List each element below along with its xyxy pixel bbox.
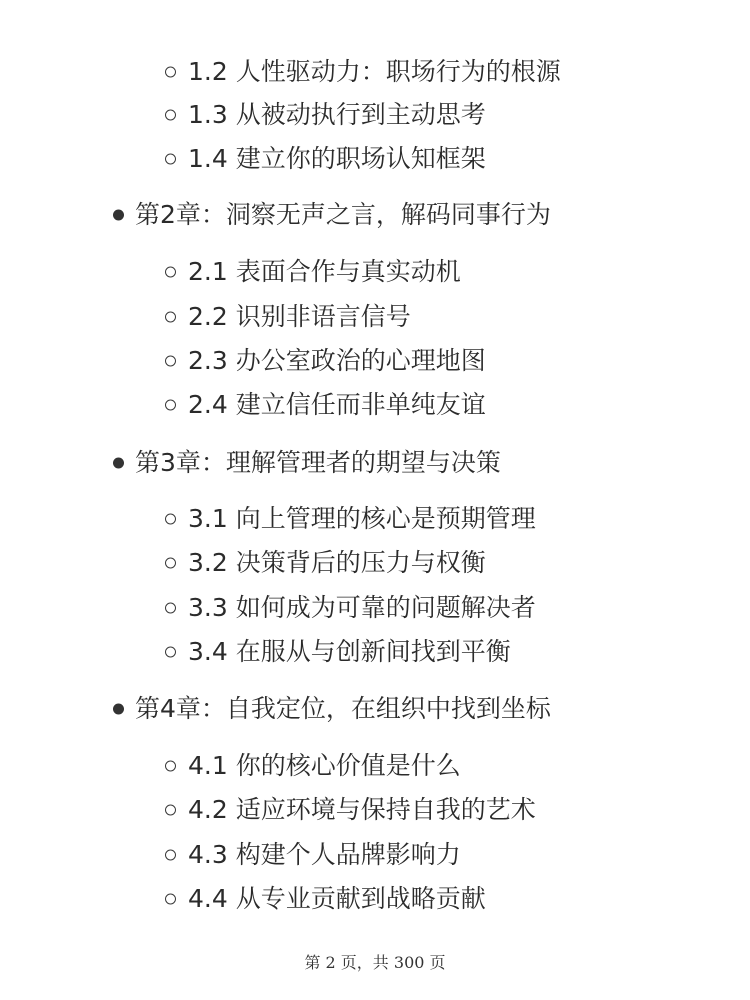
toc-section-item <box>188 499 536 539</box>
toc-item-text: 2.4 建立信任而非单纯友谊 <box>188 390 486 419</box>
toc-section-item <box>188 543 486 583</box>
filled-bullet-icon <box>113 704 124 715</box>
toc-item-text: 1.2 人性驱动力：职场行为的根源 <box>188 57 561 86</box>
toc-chapter-item <box>135 689 551 729</box>
hollow-bullet-icon <box>165 558 176 569</box>
hollow-bullet-icon <box>165 647 176 658</box>
toc-section-item <box>188 341 486 381</box>
hollow-bullet-icon <box>165 356 176 367</box>
toc-item-text: 4.3 构建个人品牌影响力 <box>188 840 461 869</box>
hollow-bullet-icon <box>165 603 176 614</box>
toc-item-text: 第3章：理解管理者的期望与决策 <box>135 448 501 477</box>
toc-section-item <box>188 790 536 830</box>
toc-item-text: 第4章：自我定位，在组织中找到坐标 <box>135 694 551 723</box>
hollow-bullet-icon <box>165 267 176 278</box>
toc-section-item <box>188 95 486 135</box>
toc-chapter-item <box>135 443 501 483</box>
toc-item-text: 3.3 如何成为可靠的问题解决者 <box>188 593 536 622</box>
toc-item-text: 3.2 决策背后的压力与权衡 <box>188 548 486 577</box>
toc-item-text: 第2章：洞察无声之言，解码同事行为 <box>135 200 551 229</box>
hollow-bullet-icon <box>165 400 176 411</box>
toc-section-item <box>188 139 486 179</box>
toc-section-item <box>188 252 461 292</box>
toc-item-text: 1.3 从被动执行到主动思考 <box>188 100 486 129</box>
toc-section-item <box>188 52 561 92</box>
toc-item-text: 3.4 在服从与创新间找到平衡 <box>188 637 511 666</box>
toc-item-text: 4.1 你的核心价值是什么 <box>188 751 461 780</box>
filled-bullet-icon <box>113 458 124 469</box>
hollow-bullet-icon <box>165 514 176 525</box>
toc-section-item <box>188 835 461 875</box>
hollow-bullet-icon <box>165 312 176 323</box>
toc-item-text: 4.2 适应环境与保持自我的艺术 <box>188 795 536 824</box>
toc-item-text: 4.4 从专业贡献到战略贡献 <box>188 884 486 913</box>
toc-item-text: 2.2 识别非语言信号 <box>188 302 411 331</box>
hollow-bullet-icon <box>165 67 176 78</box>
hollow-bullet-icon <box>165 110 176 121</box>
toc-chapter-item <box>135 195 551 235</box>
toc-item-text: 1.4 建立你的职场认知框架 <box>188 144 486 173</box>
hollow-bullet-icon <box>165 894 176 905</box>
hollow-bullet-icon <box>165 850 176 861</box>
filled-bullet-icon <box>113 210 124 221</box>
toc-item-text: 2.3 办公室政治的心理地图 <box>188 346 486 375</box>
page-number-footer: 第 2 页，共 300 页 <box>304 953 446 972</box>
hollow-bullet-icon <box>165 761 176 772</box>
toc-section-item <box>188 746 461 786</box>
toc-section-item <box>188 632 511 672</box>
toc-section-item <box>188 385 486 425</box>
toc-section-item <box>188 297 411 337</box>
toc-item-text: 2.1 表面合作与真实动机 <box>188 257 461 286</box>
hollow-bullet-icon <box>165 154 176 165</box>
toc-section-item <box>188 879 486 919</box>
toc-item-text: 3.1 向上管理的核心是预期管理 <box>188 504 536 533</box>
hollow-bullet-icon <box>165 805 176 816</box>
toc-section-item <box>188 588 536 628</box>
